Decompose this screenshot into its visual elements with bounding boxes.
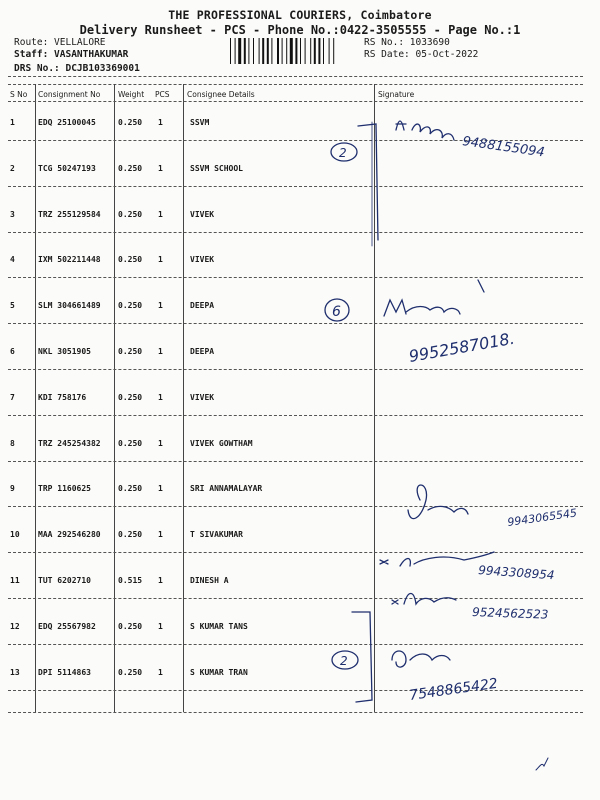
- staff-label: Staff: VASANTHAKUMAR: [14, 49, 129, 60]
- row-weight: 0.250: [118, 393, 143, 402]
- row-consignee: S KUMAR TANS: [190, 622, 248, 631]
- handwritten-phone-6: 7548865422: [408, 675, 499, 704]
- row-consignee: DEEPA: [190, 347, 215, 356]
- row-pcs: 1: [158, 439, 163, 448]
- row-pcs: 1: [158, 255, 163, 264]
- row-consignment-no: TCG 50247193: [38, 164, 96, 173]
- row-consignee: T SIVAKUMAR: [190, 530, 243, 539]
- col-header-signature: Signature: [378, 90, 415, 99]
- route-label: Route: VELLALORE: [14, 37, 106, 48]
- row-pcs: 1: [158, 484, 163, 493]
- row-pcs: 1: [158, 393, 163, 402]
- row-consignee: SSVM: [190, 118, 210, 127]
- row-consignee: VIVEK: [190, 255, 215, 264]
- handwritten-phone-2: 9952587018.: [407, 328, 516, 366]
- row-weight: 0.250: [118, 301, 143, 310]
- row-weight: 0.515: [118, 576, 143, 585]
- row-consignment-no: TRZ 255129584: [38, 210, 101, 219]
- row-consignment-no: EDQ 25567982: [38, 622, 96, 631]
- row-sno: 13: [10, 668, 20, 677]
- row-pcs: 1: [158, 347, 163, 356]
- row-consignee: DEEPA: [190, 301, 215, 310]
- row-consignment-no: IXM 502211448: [38, 255, 101, 264]
- row-sno: 9: [10, 484, 15, 493]
- handwritten-phone-1: 9488155094: [461, 134, 546, 161]
- row-sno: 6: [10, 347, 15, 356]
- row-weight: 0.250: [118, 668, 143, 677]
- row-weight: 0.250: [118, 255, 143, 264]
- row-consignee: DINESH A: [190, 576, 229, 585]
- circled-count-b: 6: [332, 304, 341, 320]
- row-pcs: 1: [158, 576, 163, 585]
- row-weight: 0.250: [118, 347, 143, 356]
- row-sno: 5: [10, 301, 15, 310]
- col-header-sno: S No: [10, 90, 28, 99]
- row-pcs: 1: [158, 668, 163, 677]
- row-weight: 0.250: [118, 164, 143, 173]
- row-weight: 0.250: [118, 622, 143, 631]
- row-sno: 12: [10, 622, 20, 631]
- row-consignment-no: TUT 6202710: [38, 576, 91, 585]
- col-header-pcs: PCS: [155, 90, 170, 99]
- row-consignee: S KUMAR TRAN: [190, 668, 248, 677]
- handwritten-phone-5: 9524562523: [471, 605, 549, 622]
- rs-no-label: RS No.: 1033690: [364, 37, 450, 48]
- row-sno: 3: [10, 210, 15, 219]
- col-header-consignment: Consignment No: [38, 90, 101, 99]
- row-consignment-no: NKL 3051905: [38, 347, 91, 356]
- row-sno: 8: [10, 439, 15, 448]
- row-consignee: VIVEK GOWTHAM: [190, 439, 253, 448]
- row-pcs: 1: [158, 530, 163, 539]
- circled-count-a: 2: [339, 146, 347, 160]
- row-sno: 10: [10, 530, 20, 539]
- row-consignment-no: TRP 1160625: [38, 484, 91, 493]
- col-header-consignee: Consignee Details: [187, 90, 255, 99]
- row-consignment-no: KDI 758176: [38, 393, 87, 402]
- header-title: THE PROFESSIONAL COURIERS, Coimbatore: [168, 8, 432, 22]
- row-consignee: VIVEK: [190, 393, 215, 402]
- row-weight: 0.250: [118, 118, 143, 127]
- circled-count-c: 2: [340, 654, 348, 668]
- row-consignment-no: SLM 304661489: [38, 301, 101, 310]
- header-subtitle: Delivery Runsheet - PCS - Phone No.:0422-3505555 - Page No.:1: [79, 23, 521, 37]
- row-pcs: 1: [158, 164, 163, 173]
- row-consignee: SSVM SCHOOL: [190, 164, 243, 173]
- row-consignment-no: DPI 5114863: [38, 668, 91, 677]
- row-sno: 2: [10, 164, 15, 173]
- row-weight: 0.250: [118, 484, 143, 493]
- drs-label: DRS No.: DCJB103369001: [14, 63, 140, 74]
- row-pcs: 1: [158, 210, 163, 219]
- handwritten-phone-3: 9943065545: [506, 506, 578, 529]
- row-weight: 0.250: [118, 210, 143, 219]
- row-pcs: 1: [158, 301, 163, 310]
- row-consignee: SRI ANNAMALAYAR: [190, 484, 263, 493]
- row-consignment-no: EDQ 25100045: [38, 118, 96, 127]
- row-consignment-no: MAA 292546280: [38, 530, 101, 539]
- row-sno: 11: [10, 576, 20, 585]
- row-weight: 0.250: [118, 530, 143, 539]
- row-weight: 0.250: [118, 439, 143, 448]
- row-consignment-no: TRZ 245254382: [38, 439, 101, 448]
- row-pcs: 1: [158, 118, 163, 127]
- row-sno: 4: [10, 255, 15, 264]
- row-pcs: 1: [158, 622, 163, 631]
- col-header-weight: Weight: [118, 90, 145, 99]
- row-sno: 1: [10, 118, 15, 127]
- row-sno: 7: [10, 393, 15, 402]
- handwritten-phone-4: 9943308954: [477, 563, 555, 583]
- rs-date-label: RS Date: 05-Oct-2022: [364, 49, 479, 60]
- row-consignee: VIVEK: [190, 210, 215, 219]
